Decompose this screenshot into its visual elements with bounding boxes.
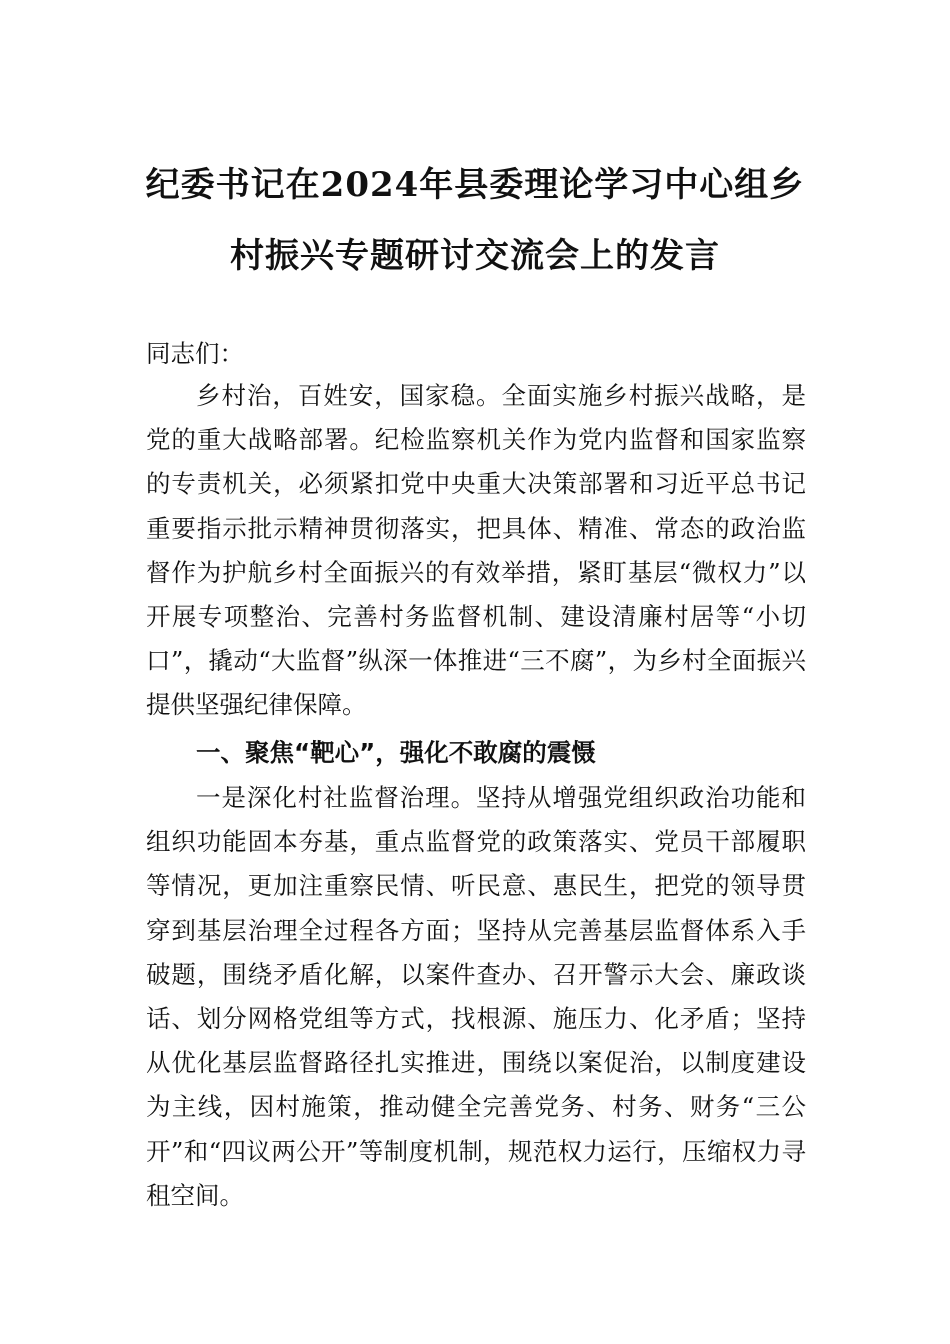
document-title-line-2: 村振兴专题研讨交流会上的发言 bbox=[230, 236, 720, 276]
paragraph-intro: 乡村治，百姓安，国家稳。全面实施乡村振兴战略，是党的重大战略部署。纪检监察机关作为党内监督和国家监察的专责机关，必须紧扣党中央重大决策部署和习近平总书记重要指示批示精神贯彻落实，把具体、精准、常态的政治监督作为护航乡村全面振兴的有效举措，紧盯基层“微权力”以开展专项整治、完善村务监督机制、建设清廉村居等“小切口”，撬动“大监督”纵深一体推进“三不腐”，为乡村全面振兴提供坚强纪律保障。 bbox=[146, 381, 806, 720]
document-title-line-1: 纪委书记在2024年县委理论学习中心组乡 bbox=[145, 165, 805, 205]
paragraph-section-1: 一是深化村社监督治理。坚持从增强党组织政治功能和组织功能固本夯基，重点监督党的政策落实、党员干部履职等情况，更加注重察民情、听民意、惠民生，把党的领导贯穿到基层治理全过程各方面；坚持从完善基层监督体系入手破题，围绕矛盾化解，以案件查办、召开警示大会、廉政谈话、划分网格党组等方式，找根源、施压力、化矛盾；坚持从优化基层监督路径扎实推进，围绕以案促治，以制度建设为主线，因村施策，推动健全完善党务、村务、财务“三公开”和“四议两公开”等制度机制，规范权力运行，压缩权力寻租空间。 bbox=[146, 783, 806, 1210]
salutation: 同志们： bbox=[146, 339, 244, 368]
section-heading-1: 一、聚焦“靶心”，强化不敢腐的震慑 bbox=[196, 738, 596, 767]
